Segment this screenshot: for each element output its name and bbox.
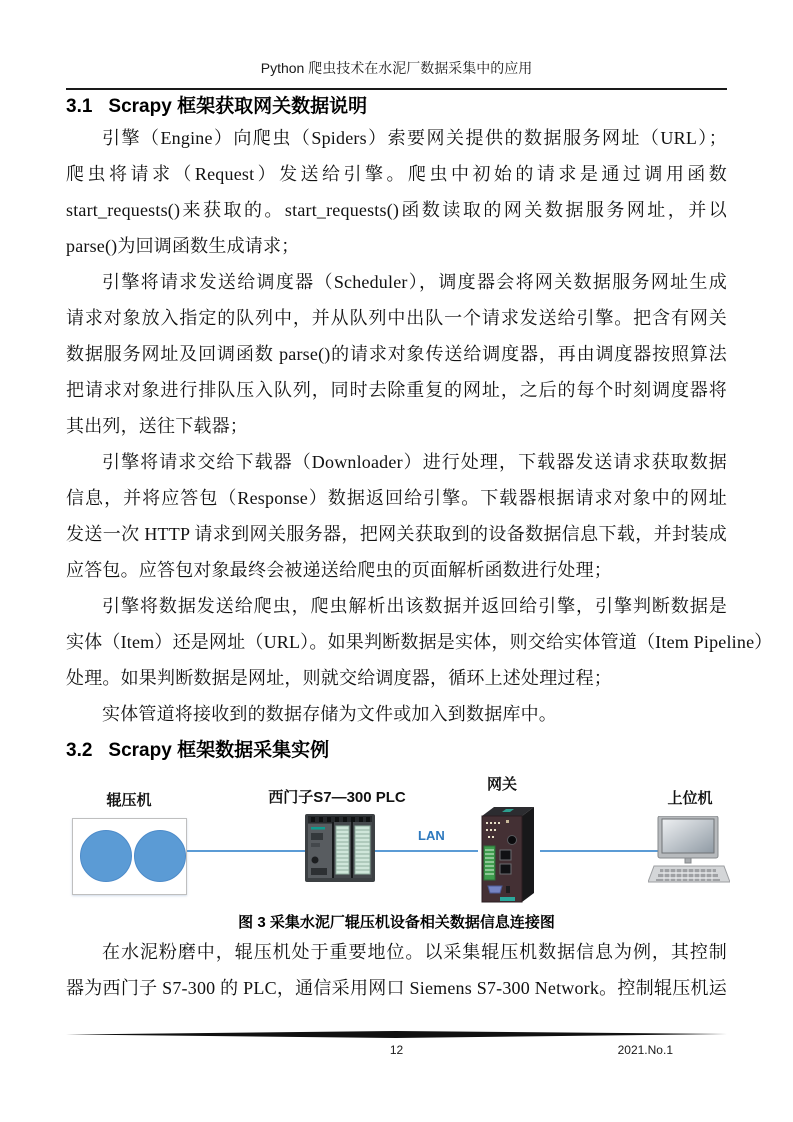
section-number: 3.2 (66, 740, 93, 761)
section-heading-3-2 (66, 738, 727, 764)
footer-rule (66, 1030, 727, 1039)
figure-diagram (66, 764, 727, 910)
body-line: 在水泥粉磨中，辊压机处于重要地位。以采集辊压机数据信息为例，其控制 (102, 942, 727, 962)
plc-image (305, 812, 375, 884)
running-head-title: Python 爬虫技术在水泥厂数据采集中的应用 (260, 60, 533, 76)
connector-line (373, 850, 478, 852)
roller-circle (134, 830, 186, 882)
figure-caption: 图 3 采集水泥厂辊压机设备相关数据信息连接图 (238, 914, 555, 931)
body-line: 其出列，送往下载器； (66, 416, 248, 436)
body-line: 数据服务网址及回调函数 parse()的请求对象传送给调度器，再由调度器按照算法 (66, 344, 727, 364)
plc-label: 西门子S7—300 PLC (268, 789, 406, 806)
page-number: 12 (389, 1043, 404, 1057)
body-line: 实体（Item）还是网址（URL）。如果判断数据是实体，则交给实体管道（Item Pipeline） (66, 632, 773, 652)
section-heading-3-1 (66, 94, 727, 120)
body-line: 处理。如果判断数据是网址，则就交给调度器，循环上述处理过程； (66, 668, 612, 688)
roller-circle (80, 830, 132, 882)
body-line: 引擎将请求发送给调度器（Scheduler），调度器会将网关数据服务网址生成 (102, 272, 727, 292)
body-line: 把请求对象进行排队压入队列，同时去除重复的网址，之后的每个时刻调度器将 (66, 380, 727, 400)
connector-line (187, 850, 305, 852)
body-text (66, 120, 773, 732)
roller-press-image (72, 818, 187, 895)
body-line: 引擎将数据发送给爬虫，爬虫解析出该数据并返回给引擎，引擎判断数据是 (102, 596, 727, 616)
page-footer (66, 1030, 727, 1058)
section-number: 3.1 (66, 96, 93, 117)
gateway-label: 网关 (486, 776, 518, 793)
section-title: Scrapy 框架获取网关数据说明 (108, 96, 368, 117)
body-line: parse()为回调函数生成请求； (66, 236, 300, 256)
body-line: 请求对象放入指定的队列中，并从队列中出队一个请求发送给引擎。把含有网关 (66, 308, 727, 328)
gateway-image (478, 802, 540, 906)
body-line: 爬虫将请求（Request）发送给引擎。爬虫中初始的请求是通过调用函数 (66, 164, 727, 184)
body-line: 发送一次 HTTP 请求到网关服务器，把网关获取到的设备数据信息下载，并封装成 (66, 524, 727, 544)
body-line: 信息，并将应答包（Response）数据返回给引擎。下载器根据请求对象中的网址 (66, 488, 727, 508)
header-rule (66, 88, 727, 90)
body-line: 实体管道将接收到的数据存储为文件或加入到数据库中。 (102, 704, 557, 724)
body-line: 应答包。应答包对象最终会被递送给爬虫的页面解析函数进行处理； (66, 560, 612, 580)
page-header (66, 0, 727, 90)
host-computer-image (648, 816, 730, 886)
host-label: 上位机 (667, 790, 713, 807)
roller-press-label: 辊压机 (106, 792, 152, 809)
body-line: start_requests()来获取的。start_requests()函数读取的网关数据服务网址，并以 (66, 200, 727, 220)
section-title: Scrapy 框架数据采集实例 (108, 740, 330, 761)
connector-line (540, 850, 658, 852)
issue-label: 2021.No.1 (617, 1043, 673, 1057)
lan-label: LAN (418, 828, 445, 843)
body-line: 器为西门子 S7-300 的 PLC，通信采用网口 Siemens S7-300 Network。控制辊压机运 (66, 978, 727, 998)
body-line: 引擎（Engine）向爬虫（Spiders）索要网关提供的数据服务网址（URL）； (102, 128, 727, 148)
body-text-after-figure (66, 934, 727, 1006)
body-line: 引擎将请求交给下载器（Downloader）进行处理，下载器发送请求获取数据 (102, 452, 727, 472)
